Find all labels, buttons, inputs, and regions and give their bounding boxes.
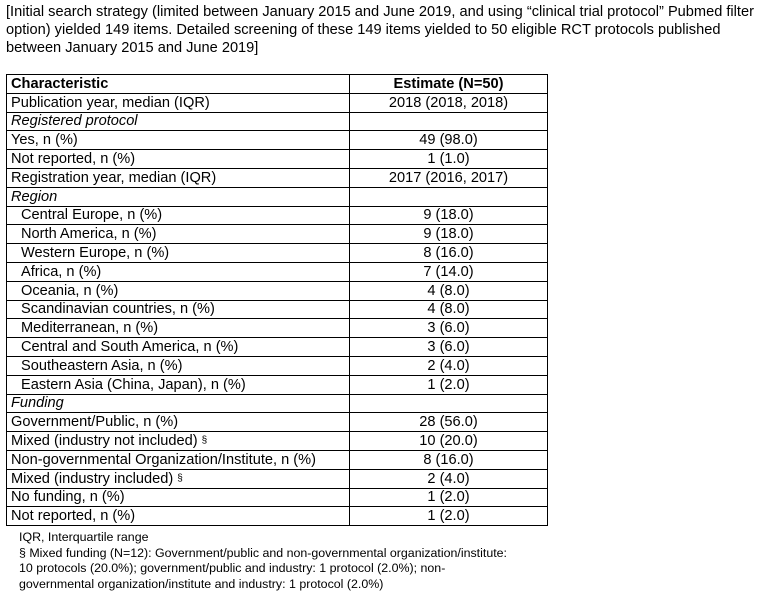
row-value: 2 (4.0) (350, 356, 548, 375)
row-label: Central and South America, n (%) (7, 338, 350, 357)
table-row (7, 432, 548, 451)
row-value: 8 (16.0) (350, 450, 548, 469)
section-row (7, 394, 548, 413)
row-label: Southeastern Asia, n (%) (7, 356, 350, 375)
row-value: 3 (6.0) (350, 338, 548, 357)
funding-footnote: § Mixed funding (N=12): Government/public and non-governmental organization/institute: 10 protocols (20.0%); government/public and industry: 1 protocol (2.0%); non-governmental organization/institute and industry: 1 protocol (2.0%) (19, 545, 507, 591)
table-row (7, 206, 548, 225)
footnote-marker: § (177, 472, 183, 484)
header-estimate: Estimate (N=50) (350, 75, 548, 94)
table-row (7, 319, 548, 338)
abbreviation-note: IQR, Interquartile range (19, 530, 149, 544)
characteristics-table (6, 74, 548, 526)
table-row (7, 338, 548, 357)
header-characteristic: Characteristic (7, 75, 350, 94)
row-value: 8 (16.0) (350, 244, 548, 263)
row-label: Africa, n (%) (7, 262, 350, 281)
row-value: 1 (2.0) (350, 375, 548, 394)
row-label: Yes, n (%) (7, 131, 350, 150)
row-value: 2018 (2018, 2018) (350, 93, 548, 112)
row-value: 4 (8.0) (350, 300, 548, 319)
row-label-cell (7, 469, 350, 488)
row-label: Publication year, median (IQR) (7, 93, 350, 112)
row-label: Mixed (industry included) (11, 470, 174, 487)
table-row (7, 225, 548, 244)
row-label: Central Europe, n (%) (7, 206, 350, 225)
table-notes (19, 530, 519, 592)
table-row (7, 507, 548, 526)
row-value: 1 (1.0) (350, 150, 548, 169)
row-value: 1 (2.0) (350, 507, 548, 526)
row-label: Western Europe, n (%) (7, 244, 350, 263)
row-value: 9 (18.0) (350, 206, 548, 225)
row-value: 3 (6.0) (350, 319, 548, 338)
row-label: Government/Public, n (%) (7, 413, 350, 432)
row-label: Mixed (industry not included) (11, 433, 198, 450)
row-label: Mediterranean, n (%) (7, 319, 350, 338)
row-label: Oceania, n (%) (7, 281, 350, 300)
row-value: 28 (56.0) (350, 413, 548, 432)
row-value (350, 187, 548, 206)
table-row (7, 450, 548, 469)
row-label: Not reported, n (%) (7, 150, 350, 169)
row-label: Scandinavian countries, n (%) (7, 300, 350, 319)
row-label-cell (7, 432, 350, 451)
table-row (7, 244, 548, 263)
row-value: 9 (18.0) (350, 225, 548, 244)
table-row (7, 131, 548, 150)
table-row (7, 262, 548, 281)
row-value: 2 (4.0) (350, 469, 548, 488)
table-row (7, 93, 548, 112)
section-label: Region (7, 187, 350, 206)
row-value: 1 (2.0) (350, 488, 548, 507)
row-value (350, 112, 548, 131)
section-row (7, 112, 548, 131)
table-row (7, 281, 548, 300)
row-value: 7 (14.0) (350, 262, 548, 281)
row-value: 10 (20.0) (350, 432, 548, 451)
intro-text: [Initial search strategy (limited between January 2015 and June 2019, and using “clinical trial protocol” Pubmed filter option) yielded 149 items. Detailed screening of these 149 items yielded to 50 eligible RCT protocols published between January 2015 and June 2019] (6, 4, 754, 56)
table-row (7, 488, 548, 507)
row-label: Non-governmental Organization/Institute, n (%) (7, 450, 350, 469)
table-row (7, 168, 548, 187)
row-label: No funding, n (%) (7, 488, 350, 507)
table-header-row (7, 75, 548, 94)
section-row (7, 187, 548, 206)
table-row (7, 375, 548, 394)
row-value: 49 (98.0) (350, 131, 548, 150)
section-label: Funding (7, 394, 350, 413)
section-label: Registered protocol (7, 112, 350, 131)
table-row (7, 300, 548, 319)
row-value: 4 (8.0) (350, 281, 548, 300)
row-label: Eastern Asia (China, Japan), n (%) (7, 375, 350, 394)
table-row (7, 413, 548, 432)
row-label: North America, n (%) (7, 225, 350, 244)
table-row (7, 356, 548, 375)
row-label: Registration year, median (IQR) (7, 168, 350, 187)
row-value (350, 394, 548, 413)
footnote-marker: § (201, 435, 208, 447)
table-row (7, 150, 548, 169)
table-row (7, 469, 548, 488)
row-value: 2017 (2016, 2017) (350, 168, 548, 187)
row-label: Not reported, n (%) (7, 507, 350, 526)
